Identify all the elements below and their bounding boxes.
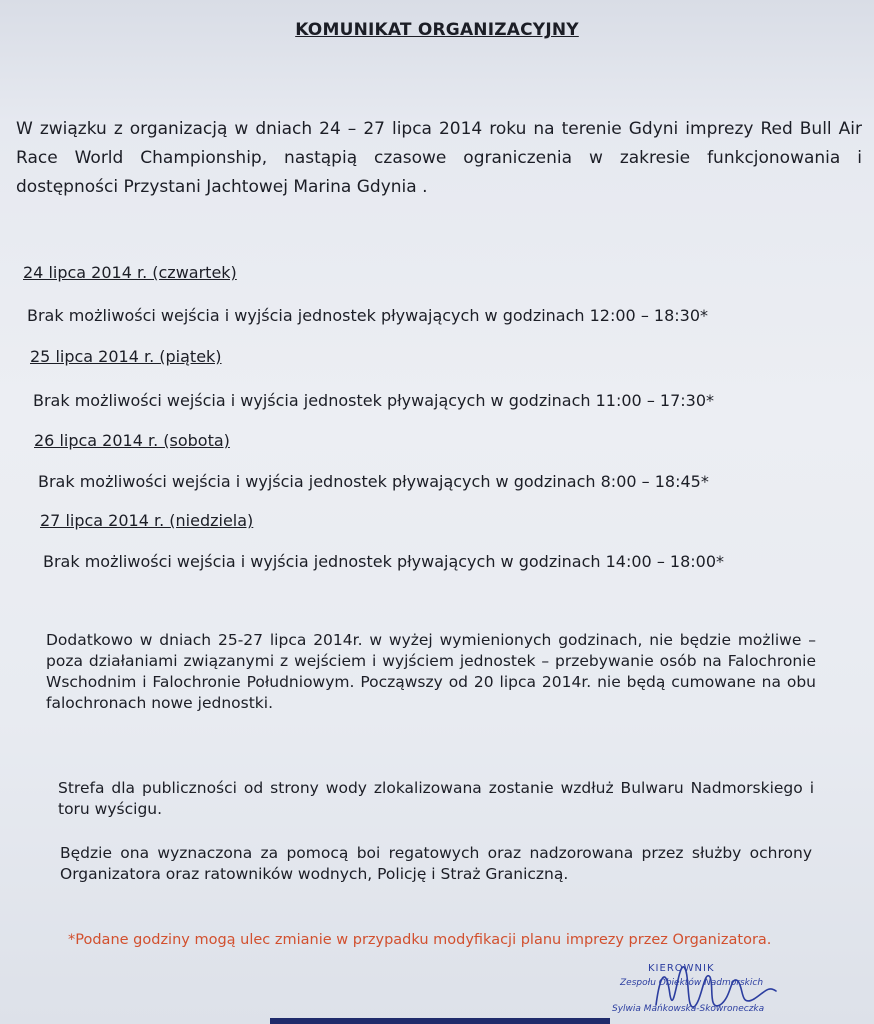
stamp-title: KIEROWNIK <box>648 963 715 974</box>
day-2-date: 25 lipca 2014 r. (piątek) <box>30 347 222 366</box>
additional-paragraph: Dodatkowo w dniach 25-27 lipca 2014r. w wyżej wymienionych godzinach, nie będzie możliwe – poza działaniami związanymi z wejściem i wyjściem jednostek – przebywanie osób na Falochronie Wschodnim i Falochronie Południowym. Począwszy od 20 lipca 2014r. nie będą cumowane na obu falochronach nowe jednostki. <box>46 631 816 712</box>
day-4-date: 27 lipca 2014 r. (niedziela) <box>40 511 254 530</box>
day-1-date: 24 lipca 2014 r. (czwartek) <box>23 263 237 282</box>
signature-stamp <box>608 955 798 1023</box>
day-3-date: 26 lipca 2014 r. (sobota) <box>34 431 230 450</box>
day-2-text: Brak możliwości wejścia i wyjścia jednostek pływających w godzinach 11:00 – 17:30* <box>33 391 715 410</box>
signature-scribble-icon <box>608 955 798 1023</box>
stamp-unit: Zespołu Obiektów Nadmorskich <box>620 978 764 988</box>
footnote: *Podane godziny mogą ulec zmianie w przypadku modyfikacji planu imprezy przez Organizatora. <box>68 932 772 948</box>
day-4-text: Brak możliwości wejścia i wyjścia jednostek pływających w godzinach 14:00 – 18:00* <box>43 552 725 571</box>
bottom-edge-strip <box>270 1018 610 1024</box>
marking-paragraph: Będzie ona wyznaczona za pomocą boi regatowych oraz nadzorowana przez służby ochrony Organizatora oraz ratowników wodnych, Policję i Straż Graniczną. <box>60 844 812 883</box>
page-title: KOMUNIKAT ORGANIZACYJNY <box>295 20 579 40</box>
day-1-text: Brak możliwości wejścia i wyjścia jednostek pływających w godzinach 12:00 – 18:30* <box>27 306 709 325</box>
intro-paragraph: W związku z organizacją w dniach 24 – 27 lipca 2014 roku na terenie Gdyni imprezy Red Bull Air Race World Championship, nastąpią czasowe ograniczenia w zakresie funkcjonowania i dostępności Przystani Jachtowej Marina Gdynia . <box>16 119 862 197</box>
day-3-text: Brak możliwości wejścia i wyjścia jednostek pływających w godzinach 8:00 – 18:45* <box>38 472 709 491</box>
public-zone-paragraph: Strefa dla publiczności od strony wody zlokalizowana zostanie wzdłuż Bulwaru Nadmorskiego i toru wyścigu. <box>58 779 814 818</box>
stamp-name: Sylwia Mańkowska-Skowroneczka <box>612 1004 765 1014</box>
